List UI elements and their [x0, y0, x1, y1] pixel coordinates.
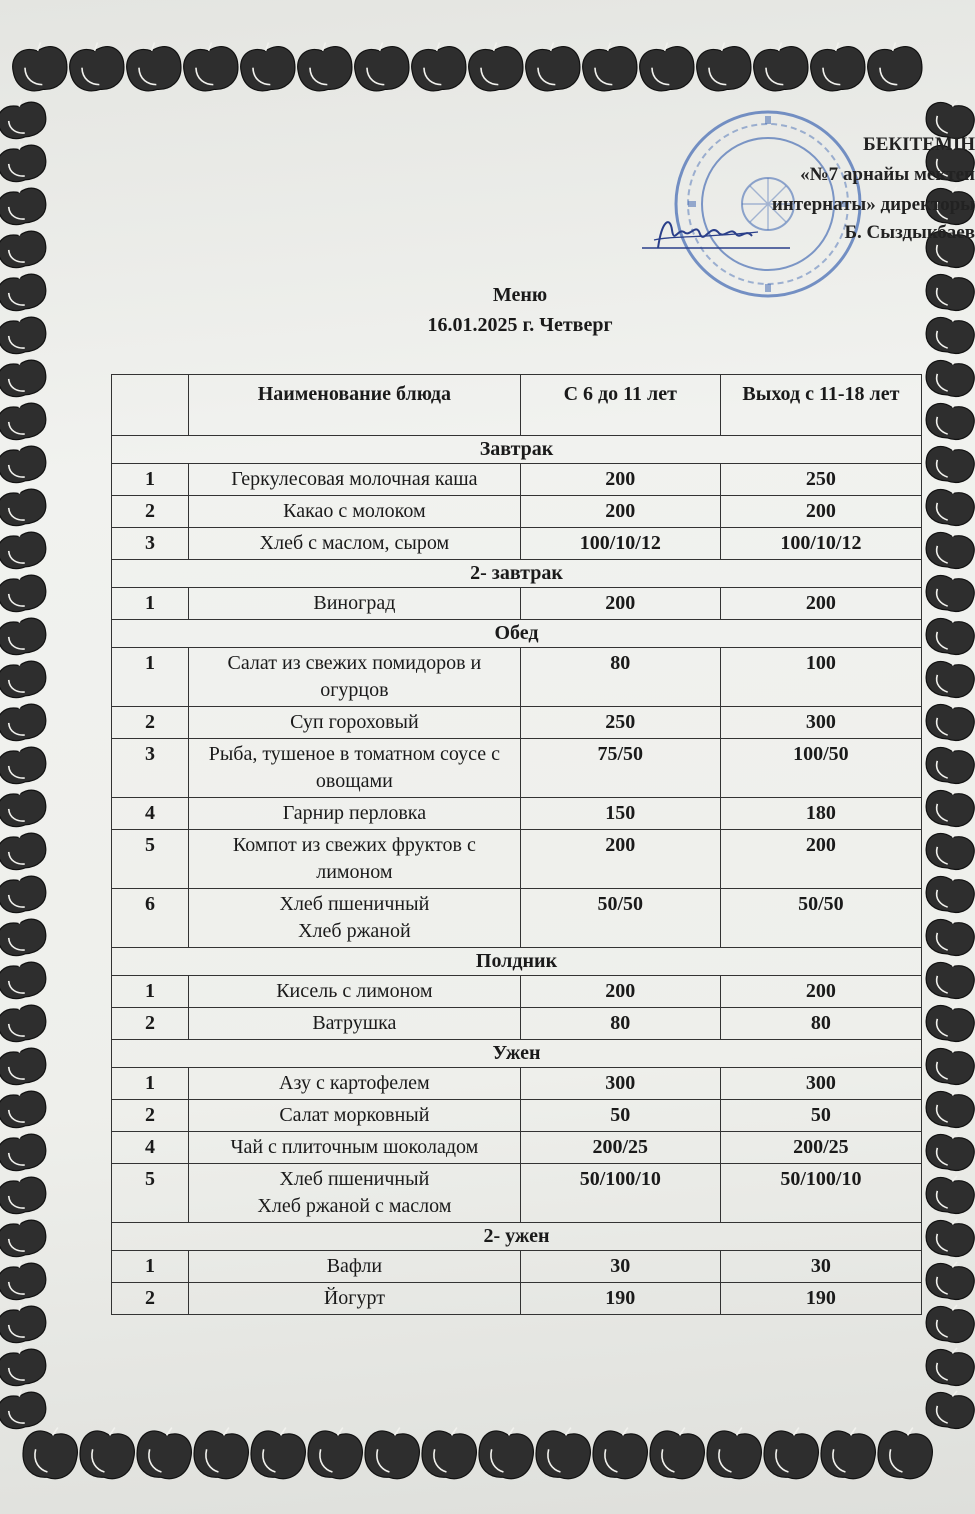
table-row [112, 648, 922, 707]
section-row [112, 1223, 922, 1251]
portion-6-11: 200/25 [520, 1132, 720, 1164]
apple-icon [0, 654, 49, 701]
apple-icon [0, 783, 49, 830]
table-row [112, 1283, 922, 1315]
apple-icon [0, 1170, 49, 1217]
apple-icon [751, 39, 811, 93]
section-title: Обед [112, 620, 922, 648]
row-number: 2 [112, 707, 189, 739]
section-title: 2- ужен [112, 1223, 922, 1251]
dish-name: Рыба, тушеное в томатном соусе с овощами [189, 739, 521, 798]
portion-11-18: 190 [720, 1283, 921, 1315]
table-row [112, 528, 922, 560]
apple-icon [20, 1423, 81, 1481]
section-row [112, 620, 922, 648]
table-row [112, 889, 922, 948]
apple-icon [0, 869, 49, 916]
apple-icon [238, 39, 298, 93]
table-header-row [112, 375, 922, 436]
row-number: 1 [112, 976, 189, 1008]
approval-block [640, 134, 975, 254]
apple-icon [704, 1423, 765, 1481]
apple-icon [0, 912, 49, 959]
apple-icon [124, 39, 184, 93]
dish-name: Хлеб с маслом, сыром [189, 528, 521, 560]
row-number: 2 [112, 1008, 189, 1040]
apple-icon [305, 1423, 366, 1481]
apple-icon [476, 1423, 537, 1481]
apple-icon [923, 440, 975, 485]
apple-icon [0, 1385, 49, 1432]
apple-icon [761, 1423, 822, 1481]
apple-icon [923, 612, 975, 657]
dish-name: Йогурт [189, 1283, 521, 1315]
apple-icon [923, 526, 975, 571]
apple-icon [0, 1084, 49, 1131]
dish-name: Геркулесовая молочная каша [189, 464, 521, 496]
apple-icon [923, 1300, 975, 1345]
portion-6-11: 150 [520, 798, 720, 830]
apple-icon [923, 1257, 975, 1302]
apple-icon [0, 396, 49, 443]
row-number: 1 [112, 588, 189, 620]
dish-name: Хлеб пшеничный Хлеб ржаной с маслом [189, 1164, 521, 1223]
portion-11-18: 100/50 [720, 739, 921, 798]
apple-icon [0, 611, 49, 658]
portion-11-18: 200/25 [720, 1132, 921, 1164]
apple-icon [77, 1423, 138, 1481]
apple-icon [647, 1423, 708, 1481]
dish-name: Хлеб пшеничный Хлеб ржаной [189, 889, 521, 948]
approval-line-2: «№7 арнайы мектеп [800, 164, 975, 185]
apple-icon [694, 39, 754, 93]
header-age-6-11: С 6 до 11 лет [520, 375, 720, 436]
apple-icon [923, 827, 975, 872]
portion-11-18: 30 [720, 1251, 921, 1283]
row-number: 2 [112, 1283, 189, 1315]
apple-icon [923, 870, 975, 915]
apple-icon [923, 698, 975, 743]
dish-name: Вафли [189, 1251, 521, 1283]
row-number: 4 [112, 1132, 189, 1164]
table-row [112, 798, 922, 830]
portion-6-11: 100/10/12 [520, 528, 720, 560]
portion-6-11: 200 [520, 830, 720, 889]
portion-11-18: 80 [720, 1008, 921, 1040]
table-row [112, 830, 922, 889]
dish-name: Салат морковный [189, 1100, 521, 1132]
portion-6-11: 190 [520, 1283, 720, 1315]
dish-name: Ватрушка [189, 1008, 521, 1040]
row-number: 3 [112, 739, 189, 798]
row-number: 3 [112, 528, 189, 560]
apple-icon [923, 655, 975, 700]
dish-name: Виноград [189, 588, 521, 620]
portion-6-11: 30 [520, 1251, 720, 1283]
apple-icon [0, 224, 49, 271]
apple-icon [0, 1299, 49, 1346]
apple-icon [0, 95, 49, 142]
apple-icon [0, 482, 49, 529]
header-age-11-18: Выход с 11-18 лет [720, 375, 921, 436]
apple-icon [875, 1423, 936, 1481]
portion-11-18: 200 [720, 496, 921, 528]
portion-11-18: 300 [720, 707, 921, 739]
dish-name: Гарнир перловка [189, 798, 521, 830]
portion-11-18: 50/50 [720, 889, 921, 948]
apple-icon [0, 697, 49, 744]
apple-icon [352, 39, 412, 93]
apple-icon [0, 998, 49, 1045]
portion-11-18: 300 [720, 1068, 921, 1100]
portion-6-11: 50 [520, 1100, 720, 1132]
portion-6-11: 50/50 [520, 889, 720, 948]
portion-6-11: 75/50 [520, 739, 720, 798]
dish-name: Суп гороховый [189, 707, 521, 739]
apple-icon [923, 1214, 975, 1259]
table-row [112, 976, 922, 1008]
table-row [112, 1251, 922, 1283]
portion-6-11: 200 [520, 976, 720, 1008]
portion-11-18: 50/100/10 [720, 1164, 921, 1223]
page-subtitle: 16.01.2025 г. Четверг [427, 314, 613, 336]
apple-icon [248, 1423, 309, 1481]
row-number: 2 [112, 1100, 189, 1132]
apple-icon [67, 39, 127, 93]
apple-icon [923, 913, 975, 958]
dish-name: Кисель с лимоном [189, 976, 521, 1008]
section-row [112, 560, 922, 588]
apple-icon [923, 784, 975, 829]
section-title: Полдник [112, 948, 922, 976]
apple-icon [923, 1386, 975, 1431]
apple-icon [580, 39, 640, 93]
apple-icon [0, 1342, 49, 1389]
dish-name: Компот из свежих фруктов с лимоном [189, 830, 521, 889]
apple-icon [923, 354, 975, 399]
approval-line-3: интернаты» директоры [771, 194, 975, 215]
row-number: 5 [112, 830, 189, 889]
portion-11-18: 50 [720, 1100, 921, 1132]
apple-icon [923, 569, 975, 614]
apple-icon [923, 1085, 975, 1130]
apple-icon [134, 1423, 195, 1481]
dish-name: Азу с картофелем [189, 1068, 521, 1100]
apple-icon [0, 826, 49, 873]
portion-6-11: 300 [520, 1068, 720, 1100]
apple-icon [808, 39, 868, 93]
apple-icon [362, 1423, 423, 1481]
section-row [112, 436, 922, 464]
apple-icon [0, 568, 49, 615]
header-dish-name: Наименование блюда [189, 375, 521, 436]
table-row [112, 707, 922, 739]
row-number: 6 [112, 889, 189, 948]
section-title: Завтрак [112, 436, 922, 464]
dish-name: Чай с плиточным шоколадом [189, 1132, 521, 1164]
apple-icon [523, 39, 583, 93]
table-row [112, 1068, 922, 1100]
table-row [112, 588, 922, 620]
dish-name: Какао с молоком [189, 496, 521, 528]
portion-6-11: 200 [520, 496, 720, 528]
portion-11-18: 180 [720, 798, 921, 830]
page-title: Меню [492, 284, 548, 306]
apple-icon [191, 1423, 252, 1481]
handwritten-signature [640, 210, 790, 260]
table-row [112, 739, 922, 798]
apple-icon [923, 999, 975, 1044]
apple-icon [0, 525, 49, 572]
apple-icon [10, 39, 70, 93]
apple-icon [0, 1213, 49, 1260]
apple-icon [419, 1423, 480, 1481]
apple-icon [181, 39, 241, 93]
table-row [112, 1008, 922, 1040]
portion-6-11: 200 [520, 464, 720, 496]
apple-icon [923, 483, 975, 528]
approval-line-1: БЕКІТЕМІН [863, 134, 975, 155]
apple-icon [818, 1423, 879, 1481]
apple-icon [0, 439, 49, 486]
apple-icon [923, 741, 975, 786]
row-number: 5 [112, 1164, 189, 1223]
portion-6-11: 250 [520, 707, 720, 739]
table-row [112, 1100, 922, 1132]
apple-icon [923, 956, 975, 1001]
row-number: 1 [112, 648, 189, 707]
row-number: 1 [112, 1251, 189, 1283]
apple-icon [0, 740, 49, 787]
portion-11-18: 200 [720, 588, 921, 620]
row-number: 4 [112, 798, 189, 830]
section-row [112, 1040, 922, 1068]
apple-icon [409, 39, 469, 93]
apple-icon [923, 1171, 975, 1216]
portion-11-18: 200 [720, 976, 921, 1008]
dish-name: Салат из свежих помидоров и огурцов [189, 648, 521, 707]
table-row [112, 1132, 922, 1164]
row-number: 2 [112, 496, 189, 528]
apple-icon [923, 1042, 975, 1087]
apple-icon [0, 955, 49, 1002]
apple-icon [923, 397, 975, 442]
portion-11-18: 200 [720, 830, 921, 889]
portion-6-11: 50/100/10 [520, 1164, 720, 1223]
apple-icon [0, 1041, 49, 1088]
section-row [112, 948, 922, 976]
table-row [112, 464, 922, 496]
table-row [112, 496, 922, 528]
row-number: 1 [112, 464, 189, 496]
apple-icon [0, 138, 49, 185]
apple-icon [865, 39, 925, 93]
portion-11-18: 250 [720, 464, 921, 496]
apple-icon [0, 181, 49, 228]
apple-icon [637, 39, 697, 93]
portion-11-18: 100/10/12 [720, 528, 921, 560]
apple-icon [466, 39, 526, 93]
portion-6-11: 80 [520, 648, 720, 707]
apple-icon [923, 1128, 975, 1173]
table-row [112, 1164, 922, 1223]
apple-icon [0, 353, 49, 400]
header-number [112, 375, 189, 436]
apple-icon [590, 1423, 651, 1481]
menu-table-body [112, 436, 922, 1315]
section-title: 2- завтрак [112, 560, 922, 588]
portion-6-11: 80 [520, 1008, 720, 1040]
apple-icon [0, 1256, 49, 1303]
apple-icon [923, 1343, 975, 1388]
apple-icon [295, 39, 355, 93]
menu-table [111, 374, 922, 1315]
portion-6-11: 200 [520, 588, 720, 620]
section-title: Ужен [112, 1040, 922, 1068]
row-number: 1 [112, 1068, 189, 1100]
approval-line-4: Б. Сыздыкбаев [844, 222, 975, 243]
apple-icon [533, 1423, 594, 1481]
apple-icon [0, 1127, 49, 1174]
portion-11-18: 100 [720, 648, 921, 707]
